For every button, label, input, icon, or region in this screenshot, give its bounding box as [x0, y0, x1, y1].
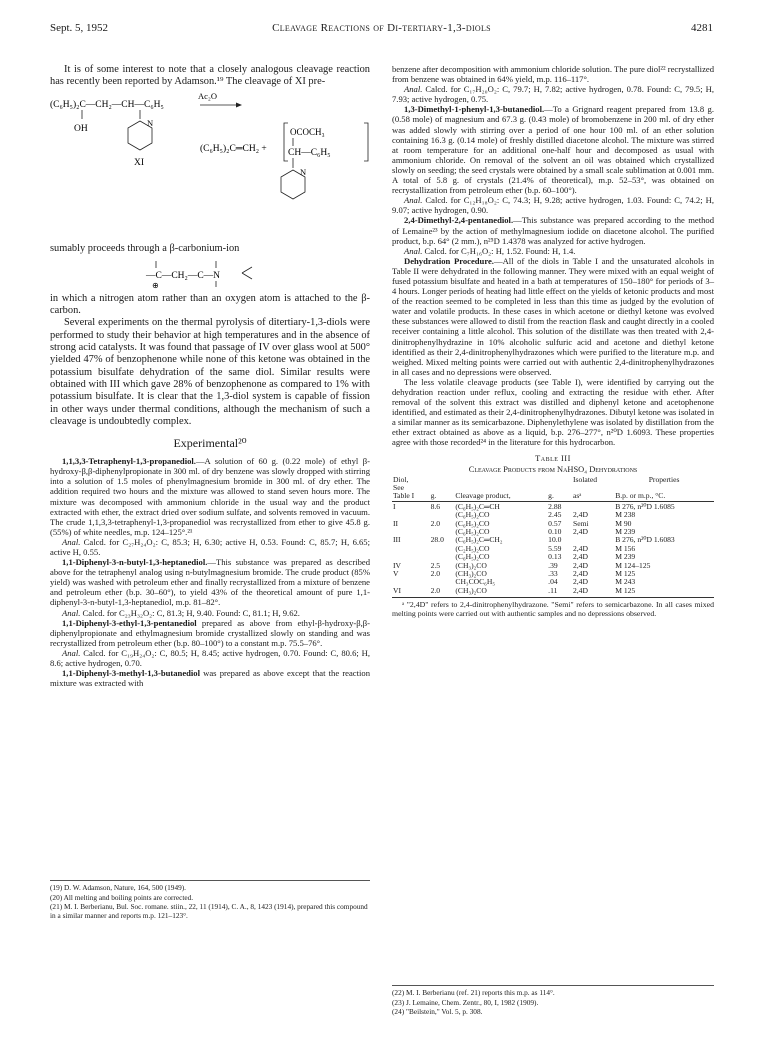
anal-text: Calcd. for C₁₉H₂₄O₂: C, 80.5; H, 8.45; active hydrogen, 0.70. Found: C, 80.6; H, 8.6; active hydrogen, 0.70. — [50, 647, 370, 669]
table-cell-prop: M 125 — [615, 569, 636, 579]
paragraph-beta-carbonium: sumably proceeds through a β-carbonium-ion — [50, 242, 240, 254]
table-cell-as: 2,4D — [572, 543, 588, 553]
th-cleavage: Cleavage product, — [454, 492, 547, 501]
table-cell-product: (C₆H₅)₂C═CH₂ — [455, 535, 503, 545]
table-cell-g: 2.0 — [430, 587, 455, 598]
table-cell-product: (CH₃)₂CO — [455, 569, 487, 579]
table-cell-prop: M 90 — [615, 518, 632, 528]
scheme-label-xi: XI — [134, 157, 145, 168]
table-cell-g2: 5.59 — [548, 543, 562, 553]
exp-pentanediol-anal — [392, 246, 714, 256]
exp-butyl-title: 1,1-Diphenyl-3-n-butyl-1,3-heptanediol. — [62, 557, 208, 568]
exp-pentanediol-title: 2,4-Dimethyl-2,4-pentanediol. — [404, 215, 514, 226]
footnote-19: (19) D. W. Adamson, Nature, 164, 500 (1949). — [50, 883, 186, 892]
table-cell-product: (CH₃)₂CO — [455, 560, 487, 570]
exp-butyl-heptanediol — [50, 557, 370, 607]
right-column — [392, 64, 714, 618]
table-cell-g2: 0.13 — [548, 552, 562, 562]
table-cell-diol: II — [393, 518, 399, 528]
exp-tetraphenyl-text: —A solution of 60 g. (0.22 mole) of ethyl β-hydroxy-β,β-diphenylpropionate in 300 ml. of dry benzene was slowly dropped with stirring into a solution of 1.5 moles of phenylmagnesium bromide in 300 ml. of dry ether. The addition required two hours and the mixture was allowed to stand seven hours more. The mixture was decomposed with ammonium chloride in the usual way and the product extracted with ether, the extract dried over sodium sulfate, and solvents removed in vacuum. The crude 1,1,3,3-tetraphenyl-1,3-propanediol was recrystallized from ether to give 45.8 g. (55%) of white needles, m.p. 124–125°.²¹ — [50, 456, 370, 537]
exp-butyl-anal — [50, 608, 370, 618]
th-see: See — [393, 482, 404, 492]
table-cell-prop: M 238 — [615, 510, 636, 520]
table-cell-g2: 2.88 — [548, 501, 562, 511]
table-cell-g — [430, 545, 455, 553]
header-title: Cleavage Reactions of Di-tertiary-1,3-diols — [272, 22, 491, 34]
carb-n-bond-down — [242, 273, 252, 279]
exp-ethyl-title: 1,1-Diphenyl-3-ethyl-1,3-pentanediol — [62, 617, 197, 628]
th-diol: Diol, — [393, 474, 409, 484]
table-caption: Cleavage Products from NaHSO₄ Dehydrations — [468, 464, 638, 474]
anal-text: Calcd. for C₂₃H₃₂O₂: C, 81.3; H, 9.40. Found: C, 81.1; H, 9.62. — [80, 607, 300, 618]
table-cell-diol: I — [393, 501, 396, 511]
table-cell-prop: M 239 — [615, 527, 636, 536]
header-date: Sept. 5, 1952 — [50, 22, 109, 34]
table-cell-diol: III — [393, 535, 401, 545]
table-cell-g2: .33 — [548, 569, 558, 579]
left-column — [50, 64, 370, 688]
table-cell-prop: B 276, n²⁰D 1.6083 — [615, 535, 675, 545]
table-cell-prop: B 276, n²⁰D 1.6085 — [615, 501, 675, 511]
th-g2: g. — [547, 492, 572, 501]
carb-plus: ⊕ — [152, 280, 159, 289]
th-as: asᵃ — [572, 492, 614, 501]
table-cell-diol — [392, 545, 430, 553]
scheme-oh: OH — [74, 123, 88, 134]
dehydration-title: Dehydration Procedure. — [404, 255, 494, 266]
table-cell-as: 2,4D — [572, 527, 588, 536]
anal-label: Anal. — [62, 647, 81, 658]
exp-tetraphenyl-anal — [50, 537, 370, 557]
paragraph-pyrolysis: Several experiments on the thermal pyrolysis of ditertiary-1,3-diols were performed to study their behavior at high temperatures and in the absence of strong acid catalysts. It was found that passage of IV over glass wool at 500° yielded 47% of benzophenone while none of this ketone was obtained in the potassium bisulfate dehydration of the same diol. Similar results were obtained with III which gave 28% of benzophenone as compared to 1% with potassium bisulfate. It is clear that the 1,3-diol system is capable of fission in other ways under thermal conditions, although the mechanism of such a cleavage is undoubtedly complex. — [50, 317, 370, 427]
table-cell-product: (C₆H₅)₂CO — [455, 527, 490, 536]
exp-dimethyl-phenyl — [392, 104, 714, 195]
footnotes-right — [392, 985, 714, 1018]
paragraph-nitrogen: in which a nitrogen atom rather than an oxygen atom is attached to the β-carbon. — [50, 292, 370, 317]
paragraph-intro: It is of some interest to note that a closely analogous cleavage reaction has recently been reported by Adamson.¹⁹ The cleavage of XI pre- — [50, 64, 370, 88]
table-cell-g2: 0.57 — [548, 518, 562, 528]
scheme-ococh3: OCOCH₃ — [290, 126, 325, 137]
table-cell-prop: M 125 — [614, 587, 714, 598]
exp-tetraphenyl — [50, 456, 370, 537]
experimental-heading: Experimental²⁰ — [173, 436, 247, 451]
table-cell-g2: 0.10 — [548, 527, 562, 536]
anal-label: Anal. — [62, 536, 81, 547]
table-cell-g: 2.0 — [430, 569, 441, 579]
table-cell-prop: M 239 — [615, 552, 636, 562]
carbonium-ion-drawing — [50, 259, 370, 289]
footnote-22: (22) M. I. Berberianu (ref. 21) reports this m.p. as 114°. — [392, 988, 555, 997]
scheme-product1: (C₆H₅)₂C═CH₂ + — [200, 143, 267, 154]
table-cell-g2: 10.0 — [548, 535, 562, 545]
exp-methyl-continued: benzene after decomposition with ammonium chloride solution. The pure diol²² recrystallized from benzene was obtained in 64% yield, m.p. 116–117°. — [392, 64, 714, 85]
exp-methyl-text: was prepared as above except that the reaction mixture was extracted with — [50, 668, 370, 689]
exp-ethyl-text: prepared as above from ethyl-β-hydroxy-β,β-diphenylpropionate and ethylmagnesium bromide crystallized slowly on standing and was recrystallized from petroleum ether (b.p. 80–100°) to a constant m.p. 75.5–76°. — [50, 617, 370, 648]
table-cell-as: 2,4D — [572, 552, 588, 562]
anal-text: Calcd. for C₁₂H₁₈O₂: C, 74.3; H, 9.28; active hydrogen, 1.03. Found: C, 74.2; H, 9.07; active hydrogen, 0.90. — [392, 195, 714, 216]
anal-label: Anal. — [404, 245, 423, 256]
table-row — [392, 587, 714, 598]
footnote-21: (21) M. I. Berberianu, Bul. Soc. romane. stiin., 22, 11 (1914), C. A., 8, 1423 (1914), prepared this compound in a similar manner and reports m.p. 121–123°. — [50, 902, 368, 920]
exp-ethyl-pentanediol — [50, 618, 370, 648]
th-table-i: Table I — [392, 492, 430, 501]
page-number: 4281 — [691, 22, 713, 34]
th-properties: Properties — [648, 474, 680, 484]
table-cell-g: 28.0 — [430, 535, 444, 545]
table-cell-as: 2,4D — [572, 510, 588, 520]
reaction-scheme — [50, 93, 370, 241]
table-cell-g: 2.0 — [430, 518, 441, 528]
anal-text: Calcd. for C₂₇H₂₄O₂: C, 85.3; H, 6.30; active H, 0.53. Found: C, 85.7; H, 6.65; active H, 0.55. — [50, 536, 370, 557]
table-cell-product: (C₂H₅)₂CO — [455, 543, 490, 553]
table-footnote: ᵃ "2,4D" refers to 2,4-dinitrophenylhydrazone. "Semi" refers to semicarbazone. In all cases mixed melting points were carried out with authentic samples and no depressions observed. — [392, 600, 714, 619]
bracket-right — [364, 123, 368, 161]
table-cell-product: (C₆H₅)₂CO — [455, 552, 490, 562]
carbonium-ion-structure — [50, 259, 370, 289]
running-header — [50, 22, 713, 36]
table-cell-as: 2,4D — [572, 560, 588, 570]
th-isolated: Isolated — [572, 474, 598, 484]
carb-chain: —C—CH₂—C—N — [146, 270, 221, 281]
table-cleavage-products — [392, 476, 714, 599]
exp-pentanediol-text: —This substance was prepared according to the method of Lemaine²³ by the action of methylmagnesium iodide on diacetone alcohol. The purified product, b.p. 64° (2 mm.), n²⁵D 1.4378 was analyzed for active hydrogen. — [392, 215, 714, 246]
carb-n-bond-up — [242, 267, 252, 273]
table-cell-product: (CH₃)₂CO — [454, 587, 547, 598]
exp-methyl-anal — [392, 84, 714, 104]
reaction-arrow-head — [236, 102, 242, 107]
table-title: Table III — [535, 453, 571, 463]
footnote-20: (20) All melting and boiling points are corrected. — [50, 892, 194, 902]
dehydration-text: —All of the diols in Table I and the unsaturated alcohols in Table II were dehydrated in the following manner. They were mixed with an equal weight of fused potassium bisulfate and heated in a bath at temperatures of 150–180° for periods of 3–4 hours. Longer periods of heating had little effect on the yields of ketonic products and most of the reaction seemed to be completed in less than this time as judged by the evolution of water and volatile products. In these cases in which acetone or diethyl ketone was evolved these substances were allowed to distil from the reaction flask and caught directly in a cooled receiver containing a little alcohol. This solution of the distillate was then treated with 2,4-dinitrophenylhydrazine in 10% alcoholic sulfuric acid and acetone and diethyl ketone identified as their 2,4-dinitrophenylhydrazones which were purified to the literature m.p. and weighed. Mixed melting points were carried out with authentic 2,4-dinitrophenylhydrazones in all cases and no depressions were observed. — [392, 255, 714, 377]
table-cell-prop: M 243 — [615, 577, 636, 587]
table-cell-prop: M 124–125 — [615, 560, 651, 570]
scheme-reactant: (C₆H₅)₂C—CH₂—CH—C₆H₅ — [50, 99, 164, 110]
table-cell-product: (C₆H₅)₂CO — [455, 510, 490, 520]
table-cell-prop: M 156 — [615, 543, 636, 553]
scheme-chc6h5: CH—C₆H₅ — [288, 147, 331, 158]
dehydration-procedure — [392, 256, 714, 377]
anal-label: Anal. — [404, 195, 423, 206]
footnote-23: (23) J. Lemaine, Chem. Zentr., 80, I, 1982 (1909). — [392, 997, 539, 1007]
exp-methyl-butanediol — [50, 668, 370, 688]
anal-label: Anal. — [404, 84, 423, 95]
table-cell-as: Semi — [572, 518, 589, 528]
exp-dimethyl-phenyl-title: 1,3-Dimethyl-1-phenyl-1,3-butanediol. — [404, 104, 545, 115]
exp-butyl-text: —This substance was prepared as described above for the tetraphenyl analog using n-butylmagnesium bromide. The crude product (85% yield) was washed with petroleum ether and finally recrystallized from a mixture of benzene and petroleum ether (b.p. 30–60°), to yield 43% of the theoretical amount of pure 1,1-diphenyl-3-n-butyl-1,3-heptanediol, m.p. 81–82°. — [50, 557, 370, 608]
scheme-reagent: Ac₂O — [198, 92, 218, 101]
table-cell-g2: .04 — [548, 577, 558, 587]
table-cell-diol: VI — [392, 587, 430, 598]
exp-pentanediol — [392, 215, 714, 245]
scheme-n1: N — [147, 117, 154, 128]
exp-dimethyl-phenyl-text: —To a Grignard reagent prepared from 13.8 g. (0.58 mole) of magnesium and 67.3 g. (0.43 mole) of bromobenzene in 200 ml. of dry ether was added slowly with stirring over a period of one hour 100 ml. of an ether solution containing 16.3 g. (0.14 mole) of freshly distilled diacetone alcohol. The mixture was stirred at room temperature for an additional one-half hour and decomposed as usual with ammonium chloride. On removal of the solvent an oil was obtained which crystallized slowly on seeding; the seed crystals were obtained by a small scale sublimation at 0.001 mm. A total of 5.8 g. of crystals (21.4% of theoretical), m.p. 52–53°, was obtained on recrystallization from petroleum ether (b.p. 60–100°). — [392, 104, 714, 196]
exp-tetraphenyl-title: 1,1,3,3-Tetraphenyl-1,3-propanediol. — [62, 456, 196, 467]
footnotes-left — [50, 880, 370, 921]
table-cell-as: 2,4D — [572, 587, 614, 598]
table-cell-g: 8.6 — [430, 501, 441, 511]
table-cell-as: 2,4D — [572, 577, 588, 587]
th-g: g. — [430, 492, 455, 501]
table-cell-product: CH₃COC₆H₅ — [455, 577, 495, 587]
table-cell-product: (C₆H₅)₂CO — [455, 518, 490, 528]
table-cell-product: (C₆H₅)₂C═CH — [455, 501, 500, 511]
table-cell-as: 2,4D — [572, 569, 588, 579]
table-cell-g2: .11 — [547, 587, 572, 598]
scheme-n2: N — [300, 166, 307, 177]
exp-dimethyl-phenyl-anal — [392, 195, 714, 215]
anal-label: Anal. — [62, 607, 81, 618]
table-cell-g2: .39 — [548, 560, 558, 570]
anal-text: Calcd. for C₇H₁₆O₂: H, 1.52. Found: H, 1.4. — [422, 245, 576, 256]
reaction-scheme-drawing — [50, 93, 370, 241]
th-bp: B.p. or m.p., °C. — [614, 492, 714, 501]
table-cell-diol: V — [393, 569, 399, 579]
table-cell-diol: IV — [393, 560, 402, 570]
cleavage-products-paragraph: The less volatile cleavage products (see Table I), were identified by carrying out the dehydration reaction under reflux, cooling and extracting the residue with ether. After removal of the solvent this extract was distilled and diphenyl ketone and acetophenone identified, and estimated as their 2,4-dinitrophenylhydrazones. Dibutyl ketone was isolated in a similar manner as its semicarbazone. Diphenylethylene was isolated by distillation from the ether extract obtained as above as a liquid, b.p. 276–277°, n²⁰D 1.6093. These properties agree with those recorded²⁴ in the literature for this hydrocarbon. — [392, 376, 714, 448]
footnote-24: (24) "Beilstein," Vol. 5, p. 308. — [392, 1007, 483, 1017]
exp-methyl-title: 1,1-Diphenyl-3-methyl-1,3-butanediol — [62, 668, 200, 679]
table-cell-g2: 2.45 — [548, 510, 562, 520]
exp-ethyl-anal — [50, 648, 370, 668]
anal-text: Calcd. for C₁₇H₂₀O₂: C, 79.7; H, 7.82; active hydrogen, 0.78. Found: C, 79.5; H, 7.93; active hydrogen, 0.75. — [392, 84, 714, 105]
table-cell-g: 2.5 — [430, 560, 441, 570]
